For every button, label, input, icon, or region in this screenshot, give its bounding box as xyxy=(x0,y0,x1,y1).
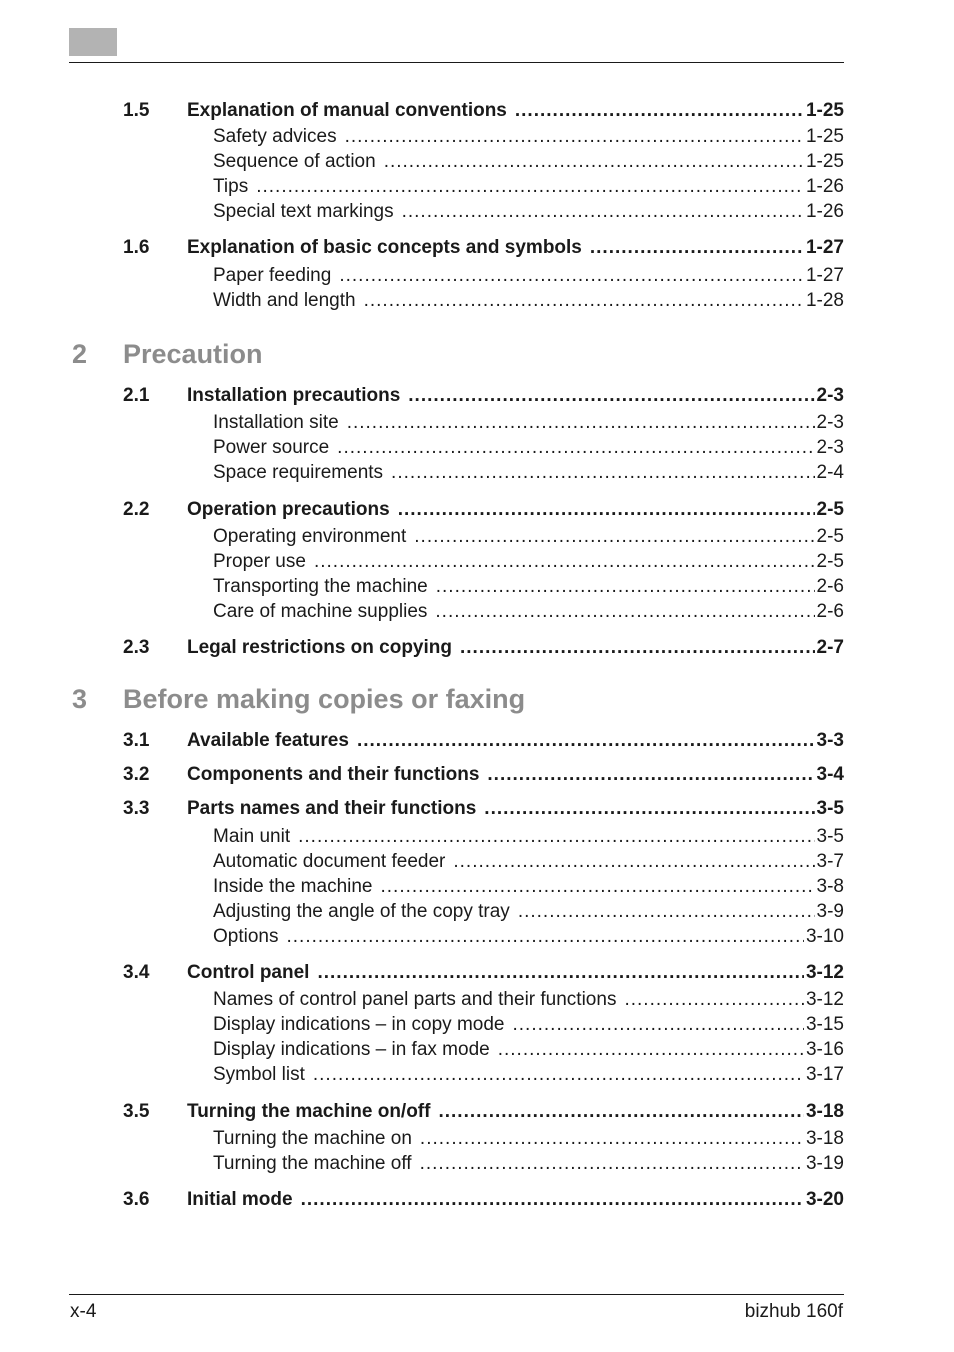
dot-leader xyxy=(624,990,804,1009)
toc-subsection-entry[interactable] xyxy=(213,1065,844,1084)
subsection-title: Safety advices xyxy=(213,126,337,147)
chapter-heading xyxy=(72,686,525,713)
subsection-title: Main unit xyxy=(213,826,291,847)
page-reference: 3-17 xyxy=(805,1064,844,1085)
subsection-title: Transporting the machine xyxy=(213,576,428,597)
page-reference: 1-26 xyxy=(805,176,844,197)
page-reference: 2-5 xyxy=(816,551,844,572)
page-reference: 1-27 xyxy=(805,237,844,258)
dot-leader xyxy=(347,413,815,432)
subsection-title: Turning the machine on xyxy=(213,1128,412,1149)
toc-subsection-entry[interactable] xyxy=(213,827,844,846)
page-reference: 3-18 xyxy=(805,1101,844,1122)
toc-subsection-entry[interactable] xyxy=(213,177,844,196)
dot-leader xyxy=(438,1102,804,1121)
toc-subsection-entry[interactable] xyxy=(213,877,844,896)
subsection-title: Turning the machine off xyxy=(213,1153,412,1174)
page-reference: 3-8 xyxy=(816,876,844,897)
dot-leader xyxy=(498,1040,804,1059)
subsection-title: Sequence of action xyxy=(213,151,376,172)
toc-subsection-entry[interactable] xyxy=(213,527,844,546)
dot-leader xyxy=(484,799,814,818)
page-reference: 3-5 xyxy=(816,826,844,847)
toc-subsection-entry[interactable] xyxy=(213,1154,844,1173)
subsection-title: Operating environment xyxy=(213,526,407,547)
section-title: Installation precautions xyxy=(187,385,401,406)
section-number: 1.5 xyxy=(123,100,150,121)
dot-leader xyxy=(453,852,814,871)
subsection-title: Paper feeding xyxy=(213,265,332,286)
subsection-title: Display indications – in fax mode xyxy=(213,1039,490,1060)
dot-leader xyxy=(345,127,804,146)
toc-subsection-entry[interactable] xyxy=(213,413,844,432)
page-reference: 3-18 xyxy=(805,1128,844,1149)
page-reference: 3-10 xyxy=(805,926,844,947)
toc-section-entry[interactable] xyxy=(123,765,844,784)
page-reference: 3-9 xyxy=(816,901,844,922)
page-reference: 3-12 xyxy=(805,989,844,1010)
page-reference: 2-3 xyxy=(816,385,844,406)
subsection-title: Tips xyxy=(213,176,249,197)
toc-subsection-entry[interactable] xyxy=(213,291,844,310)
section-title: Initial mode xyxy=(187,1189,293,1210)
page-reference: 2-6 xyxy=(816,576,844,597)
dot-leader xyxy=(286,927,803,946)
section-title: Components and their functions xyxy=(187,764,480,785)
toc-subsection-entry[interactable] xyxy=(213,152,844,171)
section-number: 3.5 xyxy=(123,1101,150,1122)
toc-subsection-entry[interactable] xyxy=(213,552,844,571)
header-tab-marker xyxy=(69,28,117,56)
dot-leader xyxy=(337,438,814,457)
subsection-title: Names of control panel parts and their functions xyxy=(213,989,617,1010)
subsection-title: Care of machine supplies xyxy=(213,601,428,622)
footer-rule xyxy=(69,1294,844,1295)
toc-subsection-entry[interactable] xyxy=(213,990,844,1009)
page-reference: 2-4 xyxy=(816,462,844,483)
section-number: 1.6 xyxy=(123,237,150,258)
chapter-title: Before making copies or faxing xyxy=(123,684,526,714)
page-reference: 3-7 xyxy=(816,851,844,872)
section-number: 3.1 xyxy=(123,730,150,751)
dot-leader xyxy=(398,500,815,519)
dot-leader xyxy=(339,266,804,285)
section-number: 2.3 xyxy=(123,637,150,658)
subsection-title: Width and length xyxy=(213,290,356,311)
section-number: 3.2 xyxy=(123,764,150,785)
page-reference: 2-5 xyxy=(816,526,844,547)
dot-leader xyxy=(298,827,814,846)
dot-leader xyxy=(420,1154,804,1173)
subsection-title: Automatic document feeder xyxy=(213,851,446,872)
toc-section-entry[interactable] xyxy=(123,500,844,519)
page-reference: 3-4 xyxy=(816,764,844,785)
dot-leader xyxy=(408,386,814,405)
section-title: Explanation of basic concepts and symbols xyxy=(187,237,582,258)
page-reference: 1-25 xyxy=(805,100,844,121)
toc-subsection-entry[interactable] xyxy=(213,1129,844,1148)
toc-section-entry[interactable] xyxy=(123,1102,844,1121)
subsection-title: Power source xyxy=(213,437,330,458)
page-reference: 2-3 xyxy=(816,412,844,433)
page-reference: 3-5 xyxy=(816,798,844,819)
dot-leader xyxy=(314,552,815,571)
toc-subsection-entry[interactable] xyxy=(213,438,844,457)
dot-leader xyxy=(420,1129,804,1148)
section-number: 2.1 xyxy=(123,385,150,406)
dot-leader xyxy=(460,638,815,657)
section-title: Legal restrictions on copying xyxy=(187,637,452,658)
page-reference: 3-3 xyxy=(816,730,844,751)
dot-leader xyxy=(436,577,815,596)
dot-leader xyxy=(402,202,804,221)
page-reference: 2-7 xyxy=(816,637,844,658)
dot-leader xyxy=(414,527,814,546)
toc-section-entry[interactable] xyxy=(123,799,844,818)
toc-subsection-entry[interactable] xyxy=(213,463,844,482)
dot-leader xyxy=(256,177,804,196)
dot-leader xyxy=(301,1190,804,1209)
page-reference: 3-16 xyxy=(805,1039,844,1060)
page-reference: 3-15 xyxy=(805,1014,844,1035)
toc-subsection-entry[interactable] xyxy=(213,902,844,921)
page-reference: 2-5 xyxy=(816,499,844,520)
subsection-title: Adjusting the angle of the copy tray xyxy=(213,901,510,922)
dot-leader xyxy=(357,731,815,750)
footer-page-number: x-4 xyxy=(70,1301,97,1322)
section-title: Operation precautions xyxy=(187,499,390,520)
toc-subsection-entry[interactable] xyxy=(213,202,844,221)
chapter-number: 3 xyxy=(72,684,88,714)
toc-section-entry[interactable] xyxy=(123,238,844,257)
footer-product-name: bizhub 160f xyxy=(744,1301,843,1322)
page-reference: 2-6 xyxy=(816,601,844,622)
dot-leader xyxy=(518,902,815,921)
toc-subsection-entry[interactable] xyxy=(213,127,844,146)
page-reference: 3-20 xyxy=(805,1189,844,1210)
toc-section-entry[interactable] xyxy=(123,101,844,120)
section-title: Turning the machine on/off xyxy=(187,1101,431,1122)
page-reference: 1-26 xyxy=(805,201,844,222)
chapter-number: 2 xyxy=(72,339,88,369)
chapter-title: Precaution xyxy=(123,339,263,369)
page-reference: 3-19 xyxy=(805,1153,844,1174)
dot-leader xyxy=(364,291,804,310)
header-rule xyxy=(69,62,844,63)
section-number: 3.4 xyxy=(123,962,150,983)
dot-leader xyxy=(513,1015,804,1034)
chapter-heading xyxy=(72,341,263,368)
subsection-title: Proper use xyxy=(213,551,306,572)
toc-subsection-entry[interactable] xyxy=(213,1040,844,1059)
page-reference: 3-12 xyxy=(805,962,844,983)
section-number: 2.2 xyxy=(123,499,150,520)
dot-leader xyxy=(391,463,814,482)
toc-subsection-entry[interactable] xyxy=(213,852,844,871)
subsection-title: Space requirements xyxy=(213,462,384,483)
subsection-title: Installation site xyxy=(213,412,339,433)
subsection-title: Display indications – in copy mode xyxy=(213,1014,505,1035)
section-number: 3.6 xyxy=(123,1189,150,1210)
dot-leader xyxy=(313,1065,804,1084)
page-reference: 2-3 xyxy=(816,437,844,458)
toc-section-entry[interactable] xyxy=(123,386,844,405)
toc-section-entry[interactable] xyxy=(123,1190,844,1209)
dot-leader xyxy=(381,877,815,896)
toc-section-entry[interactable] xyxy=(123,731,844,750)
page-reference: 1-25 xyxy=(805,126,844,147)
page-reference: 1-28 xyxy=(805,290,844,311)
section-title: Available features xyxy=(187,730,349,751)
subsection-title: Options xyxy=(213,926,279,947)
section-number: 3.3 xyxy=(123,798,150,819)
toc-subsection-entry[interactable] xyxy=(213,1015,844,1034)
dot-leader xyxy=(590,238,804,257)
section-title: Explanation of manual conventions xyxy=(187,100,507,121)
page-reference: 1-27 xyxy=(805,265,844,286)
section-title: Control panel xyxy=(187,962,310,983)
page-reference: 1-25 xyxy=(805,151,844,172)
subsection-title: Special text markings xyxy=(213,201,394,222)
toc-subsection-entry[interactable] xyxy=(213,602,844,621)
dot-leader xyxy=(435,602,814,621)
toc-subsection-entry[interactable] xyxy=(213,266,844,285)
section-title: Parts names and their functions xyxy=(187,798,477,819)
dot-leader xyxy=(487,765,814,784)
subsection-title: Symbol list xyxy=(213,1064,305,1085)
toc-section-entry[interactable] xyxy=(123,638,844,657)
toc-subsection-entry[interactable] xyxy=(213,927,844,946)
dot-leader xyxy=(515,101,804,120)
toc-subsection-entry[interactable] xyxy=(213,577,844,596)
dot-leader xyxy=(317,963,804,982)
toc-section-entry[interactable] xyxy=(123,963,844,982)
subsection-title: Inside the machine xyxy=(213,876,373,897)
dot-leader xyxy=(384,152,804,171)
